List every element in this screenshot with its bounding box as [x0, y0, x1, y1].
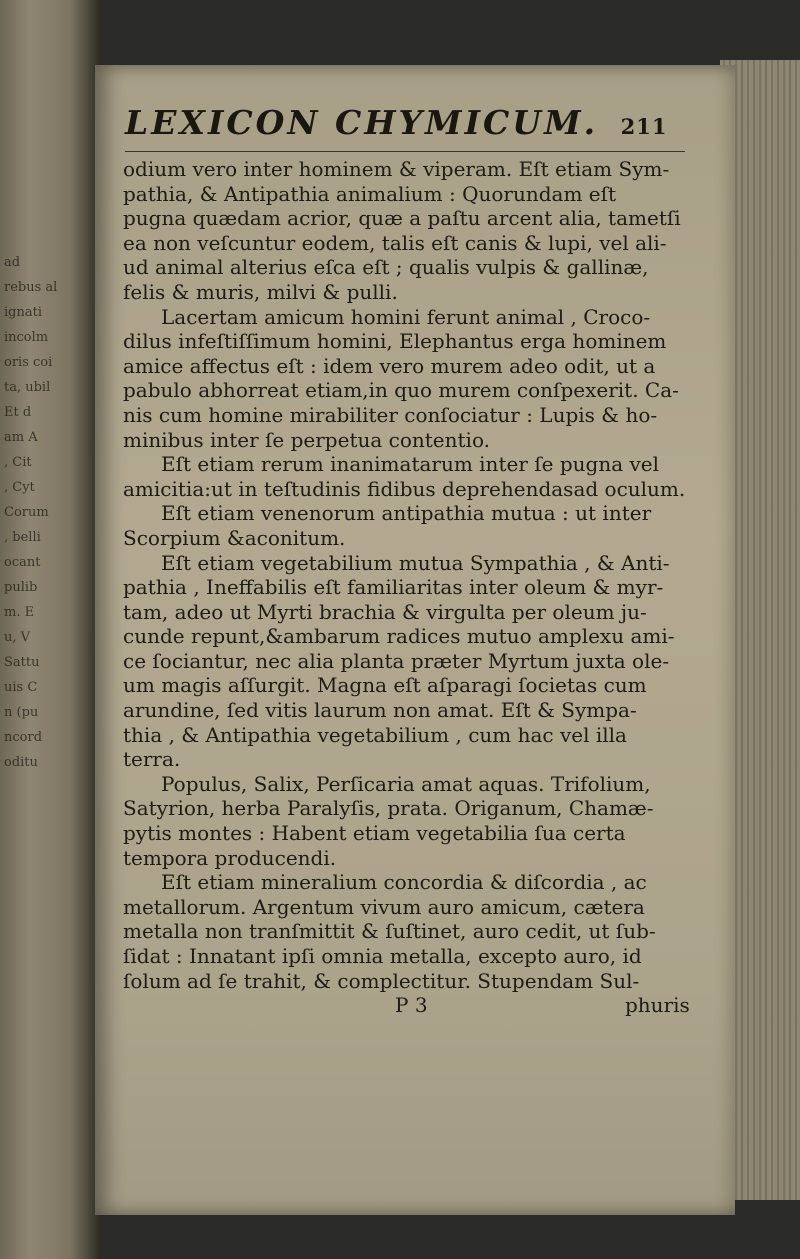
- text-line: Eſt etiam venenorum antipathia mutua : ut inter: [161, 501, 652, 526]
- text-line: cunde repunt,&ambarum radices mutuo amplexu ami-: [123, 624, 675, 649]
- text-line: pabulo abhorreat etiam,in quo murem conſpexerit. Ca-: [123, 378, 679, 403]
- page-footer: [123, 993, 723, 1018]
- text-line: thia , & Antipathia vegetabilium , cum hac vel illa: [123, 722, 627, 747]
- header-rule: [125, 151, 685, 152]
- text-line: Eſt etiam vegetabilium mutua Sympathia , & Anti-: [161, 550, 670, 575]
- text-line: ud animal alterius eſca eſt ; qualis vulpis & gallinæ,: [123, 255, 649, 280]
- text-line: odium vero inter hominem & viperam. Eſt etiam Sym-: [123, 157, 670, 181]
- text-line: Eſt etiam mineralium concordia & diſcordia , ac: [161, 870, 647, 895]
- facing-page-fragment: Sattu: [4, 655, 40, 670]
- text-line: Satyrion, herba Paralyſis, prata. Origanum, Chamæ-: [123, 796, 654, 821]
- text-line: pugna quædam acrior, quæ a paſtu arcent alia, tametſi: [123, 206, 681, 231]
- facing-page-fragment: incolm: [4, 330, 49, 345]
- text-line: metallorum. Argentum vivum auro amicum, cætera: [123, 894, 645, 919]
- text-line: amice affectus eſt : idem vero murem adeo odit, ut a: [123, 353, 656, 378]
- facing-page-fragment: , Cit: [4, 455, 32, 470]
- facing-page-fragments: [4, 250, 80, 775]
- text-line: Eſt etiam rerum inanimatarum inter ſe pugna vel: [161, 452, 660, 477]
- facing-page-fragment: ignati: [4, 305, 42, 320]
- facing-page-fragment: oris coi: [4, 355, 53, 370]
- facing-page-fragment: oditu: [4, 755, 38, 770]
- text-line: ea non veſcuntur eodem, talis eſt canis & lupi, vel ali-: [123, 230, 667, 255]
- facing-page-fragment: , Cyt: [4, 480, 35, 495]
- text-line: terra.: [123, 747, 181, 772]
- catchword: phuris: [625, 993, 690, 1018]
- facing-page-fragment: ta, ubil: [4, 380, 51, 395]
- text-line: tempora producendi.: [123, 845, 337, 870]
- text-line: ſolum ad ſe trahit, & complectitur. Stupendam Sul-: [123, 968, 640, 993]
- signature-mark: P 3: [395, 993, 428, 1018]
- book-gutter: [0, 0, 100, 1259]
- facing-page-fragment: rebus al: [4, 280, 58, 295]
- text-line: ſidat : Innatant ipſi omnia metalla, excepto auro, id: [123, 944, 642, 968]
- text-line: nis cum homine mirabiliter conſociatur : Lupis & ho-: [123, 402, 658, 427]
- facing-page-fragment: Corum: [4, 505, 49, 520]
- facing-page-fragment: ncord: [4, 730, 43, 745]
- text-line: ce ſociantur, nec alia planta præter Myrtum juxta ole-: [123, 648, 670, 673]
- text-line: tam, adeo ut Myrti brachia & virgulta per oleum ju-: [123, 599, 647, 624]
- text-line: dilus infeſtiſſimum homini, Elephantus erga hominem: [123, 329, 667, 354]
- text-line: Scorpium &aconitum.: [123, 525, 346, 550]
- book-page: [95, 65, 735, 1215]
- facing-page-fragment: n (pu: [4, 705, 39, 720]
- facing-page-fragment: ad: [4, 255, 21, 270]
- facing-page-fragment: uis C: [4, 680, 38, 695]
- facing-page-fragment: m. E: [4, 605, 35, 620]
- facing-page-fragment: u, V: [4, 630, 31, 645]
- text-line: pathia , Ineffabilis eſt familiaritas inter oleum & myr-: [123, 575, 664, 600]
- body-text: [123, 157, 723, 1018]
- text-line: arundine, ſed vitis laurum non amat. Eſt & Sympa-: [123, 698, 637, 723]
- text-line: pytis montes : Habent etiam vegetabilia ſua certa: [123, 821, 626, 846]
- page-number: 211: [620, 114, 668, 139]
- facing-page-fragment: Et d: [4, 405, 32, 420]
- header-title: LEXICON CHYMICUM.: [125, 103, 599, 142]
- text-line: Populus, Salix, Perſicaria amat aquas. Trifolium,: [161, 771, 651, 796]
- facing-page-fragment: ocant: [4, 555, 41, 570]
- facing-page-fragment: am A: [4, 430, 38, 445]
- text-line: pathia, & Antipathia animalium : Quorundam eſt: [123, 181, 617, 206]
- text-line: Lacertam amicum homini ferunt animal , Croco-: [161, 304, 651, 329]
- text-line: um magis aſſurgit. Magna eſt aſparagi ſocietas cum: [123, 673, 647, 698]
- facing-page-fragment: , belli: [4, 530, 41, 545]
- text-line: amicitia:ut in teſtudinis fidibus deprehendasad oculum.: [123, 476, 686, 501]
- running-header: [125, 103, 715, 142]
- text-line: minibus inter ſe perpetua contentio.: [123, 427, 491, 452]
- text-line: metalla non tranſmittit & ſuſtinet, auro cedit, ut ſub-: [123, 919, 656, 944]
- text-line: felis & muris, milvi & pulli.: [123, 279, 398, 304]
- facing-page-fragment: pulib: [4, 580, 38, 595]
